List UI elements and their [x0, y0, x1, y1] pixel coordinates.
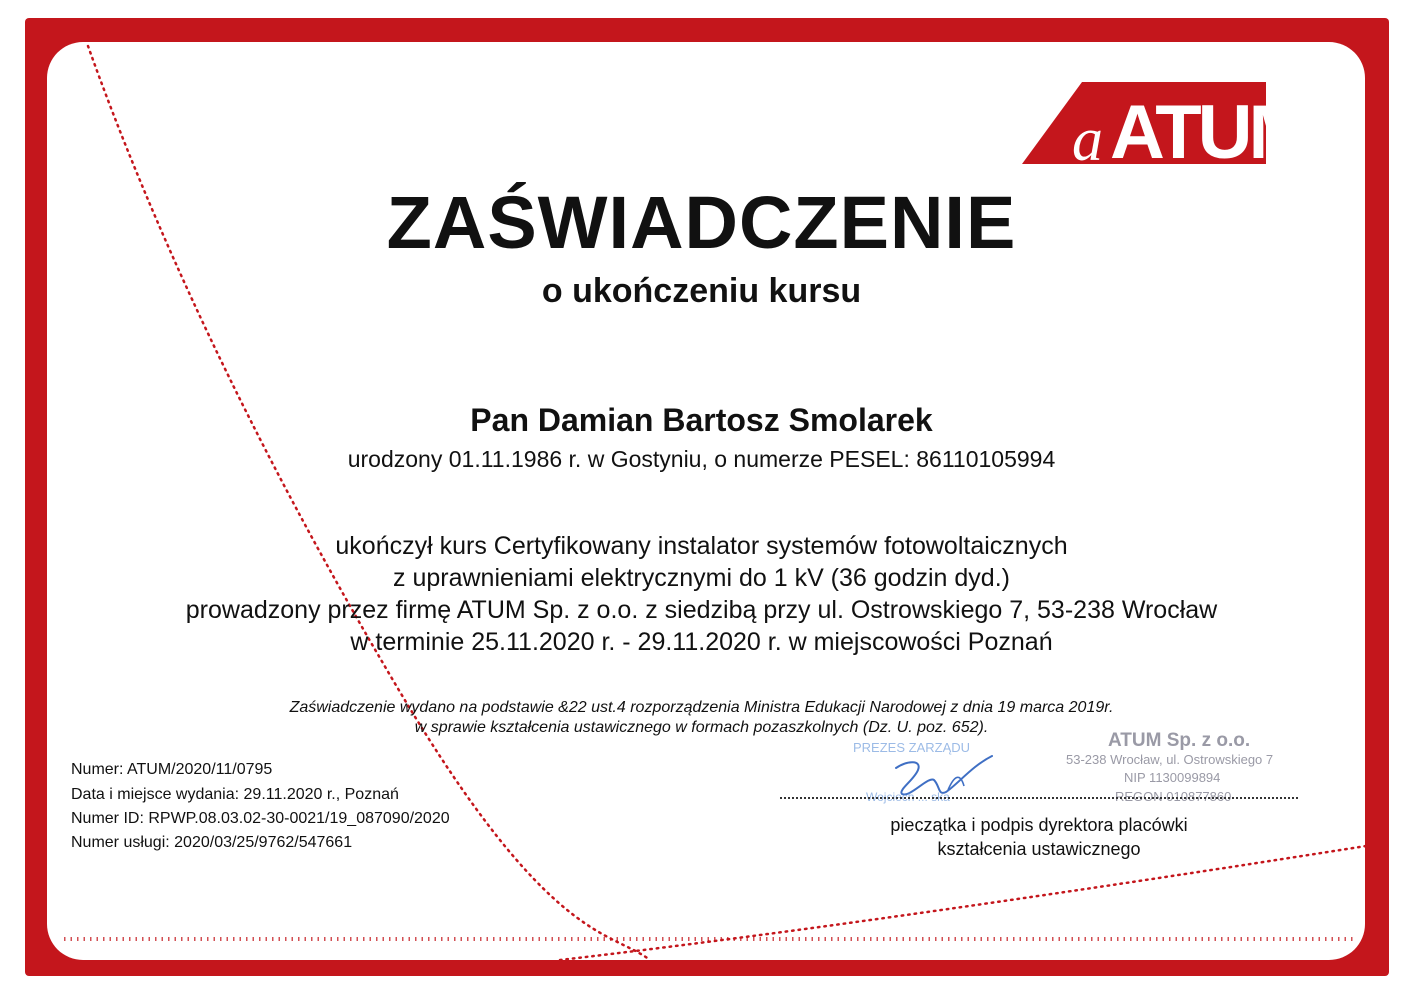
certificate-number: Numer: ATUM/2020/11/0795 [71, 761, 273, 778]
course-line: z uprawnieniami elektrycznymi do 1 kV (36 godzin dyd.) [393, 564, 1010, 592]
id-number: Numer ID: RPWP.08.03.02-30-0021/19_087090/2020 [71, 810, 450, 827]
certificate-subtitle: o ukończeniu kursu [541, 272, 862, 310]
logo-text: ATUM [1110, 90, 1308, 175]
course-line: ukończył kurs Certyfikowany instalator systemów fotowoltaicznych [335, 532, 1068, 560]
board-stamp-title: PREZES ZARZĄDU [853, 740, 971, 755]
signature-caption: pieczątka i podpis dyrektora placówki [890, 815, 1188, 835]
signature-caption: kształcenia ustawicznego [937, 839, 1141, 859]
signature-line [780, 797, 1298, 799]
course-line: w terminie 25.11.2020 r. - 29.11.2020 r. w miejscowości Poznań [350, 628, 1053, 656]
birth-details: urodzony 01.11.1986 r. w Gostyniu, o numerze PESEL: 86110105994 [347, 446, 1056, 472]
company-stamp-address: 53-238 Wrocław, ul. Ostrowskiego 7 [1066, 752, 1274, 767]
course-line: prowadzony przez firmę ATUM Sp. z o.o. z siedzibą przy ul. Ostrowskiego 7, 53-238 Wrocław [185, 596, 1218, 624]
certificate-title: ZAŚWIADCZENIE [386, 181, 1017, 264]
company-stamp-name: ATUM Sp. z o.o. [1108, 730, 1251, 751]
issue-date-place: Data i miejsce wydania: 29.11.2020 r., Poznań [71, 786, 399, 803]
company-stamp-regon: REGON 010877860 [1115, 789, 1232, 804]
svg-text:a: a [1072, 106, 1103, 174]
board-stamp-name: Wojciech ... ska [866, 790, 950, 804]
service-number: Numer usługi: 2020/03/25/9762/547661 [71, 834, 353, 851]
legal-basis-line: Zaświadczenie wydano na podstawie &22 ust.4 rozporządzenia Ministra Edukacji Narodowej z dnia 19 marca 2019r. [289, 699, 1114, 716]
legal-basis-line: w sprawie kształcenia ustawicznego w formach pozaszkolnych (Dz. U. poz. 652). [414, 719, 989, 736]
atum-logo [1022, 82, 1308, 175]
company-stamp-nip: NIP 1130099894 [1124, 770, 1221, 785]
recipient-name: Pan Damian Bartosz Smolarek [470, 402, 933, 438]
